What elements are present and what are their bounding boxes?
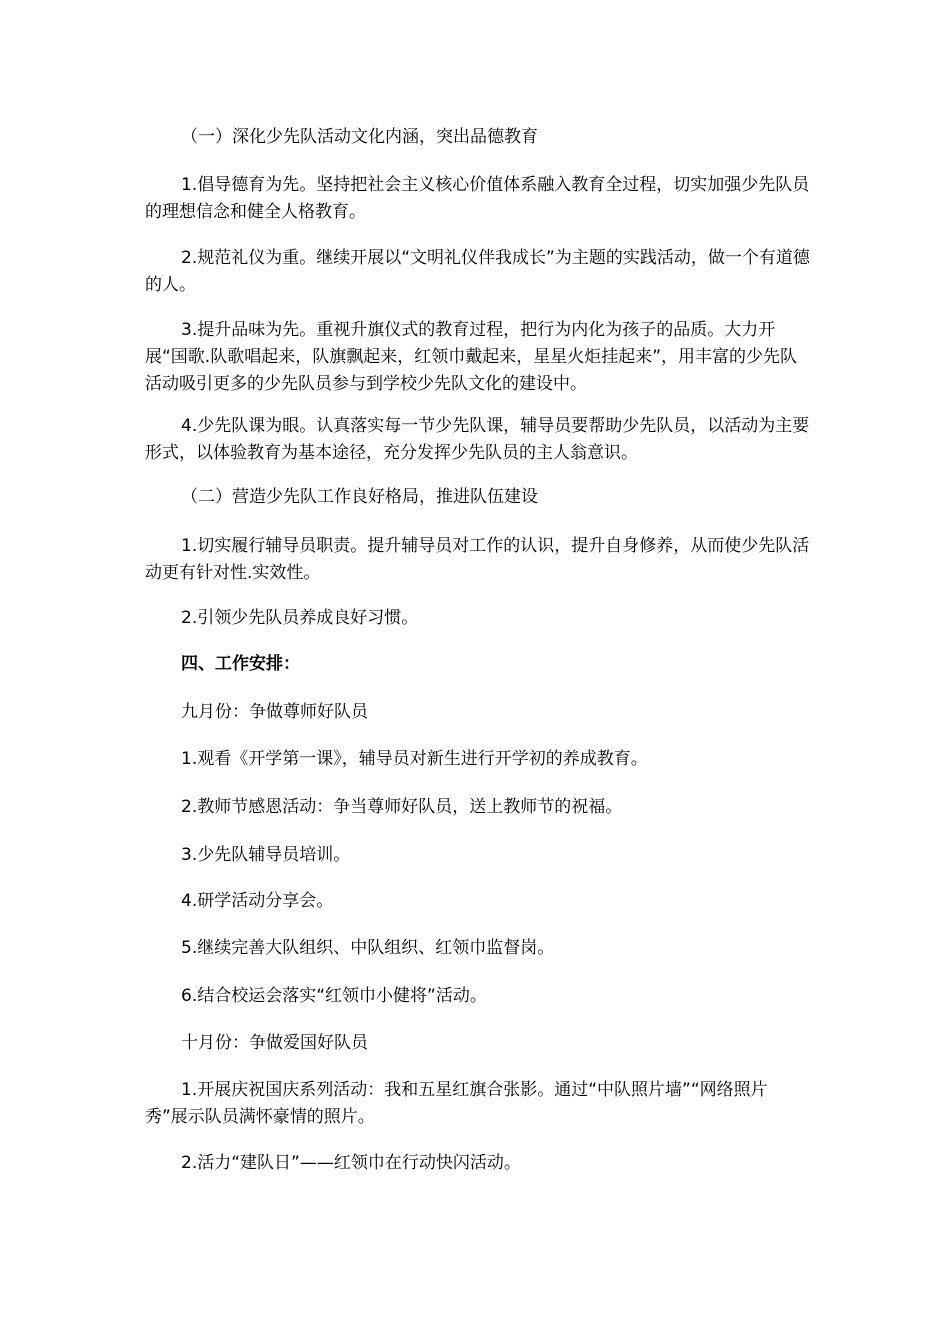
paragraph-item: 1.切实履行辅导员职责。提升辅导员对工作的认识，提升自身修养，从而使少先队活动更有针对性.实效性。 <box>145 536 810 583</box>
section-heading-schedule: 四、工作安排： <box>181 654 300 674</box>
list-item: 1.观看《开学第一课》，辅导员对新生进行开学初的养成教育。 <box>181 749 648 769</box>
list-item: 6.结合校运会落实“红领巾小健将”活动。 <box>181 986 487 1006</box>
paragraph-item: 1.倡导德育为先。坚持把社会主义核心价值体系融入教育全过程，切实加强少先队员的理想信念和健全人格教育。 <box>145 175 810 222</box>
list-item: 4.研学活动分享会。 <box>181 891 334 911</box>
month-heading-september: 九月份：争做尊师好队员 <box>181 702 368 722</box>
section-heading-1: （一）深化少先队活动文化内涵，突出品德教育 <box>181 127 538 147</box>
list-item: 2.教师节感恩活动：争当尊师好队员，送上教师节的祝福。 <box>181 797 623 817</box>
paragraph-item: 2.引领少先队员养成良好习惯。 <box>181 608 419 628</box>
paragraph-item: 4.少先队课为眼。认真落实每一节少先队课，辅导员要帮助少先队员，以活动为主要形式，以体验教育为基本途径，充分发挥少先队员的主人翁意识。 <box>145 416 810 463</box>
section-heading-2: （二）营造少先队工作良好格局，推进队伍建设 <box>181 487 538 507</box>
month-heading-october: 十月份：争做爱国好队员 <box>181 1033 368 1053</box>
paragraph-item: 3.提升品味为先。重视升旗仪式的教育过程，把行为内化为孩子的品质。大力开展“国歌.队歌唱起来，队旗飘起来，红领巾戴起来，星星火炬挂起来”，用丰富的少先队活动吸引更多的少先队员参与到学校少先队文化的建设中。 <box>145 320 798 394</box>
list-item: 2.活力“建队日”——红领巾在行动快闪活动。 <box>181 1153 521 1173</box>
list-item: 3.少先队辅导员培训。 <box>181 845 351 865</box>
list-item: 1.开展庆祝国庆系列活动：我和五星红旗合张影。通过“中队照片墙”“网络照片秀”展示队员满怀豪情的照片。 <box>145 1080 768 1127</box>
list-item: 5.继续完善大队组织、中队组织、红领巾监督岗。 <box>181 938 555 958</box>
paragraph-item: 2.规范礼仪为重。继续开展以“文明礼仪伴我成长”为主题的实践活动，做一个有道德的人。 <box>145 248 810 295</box>
